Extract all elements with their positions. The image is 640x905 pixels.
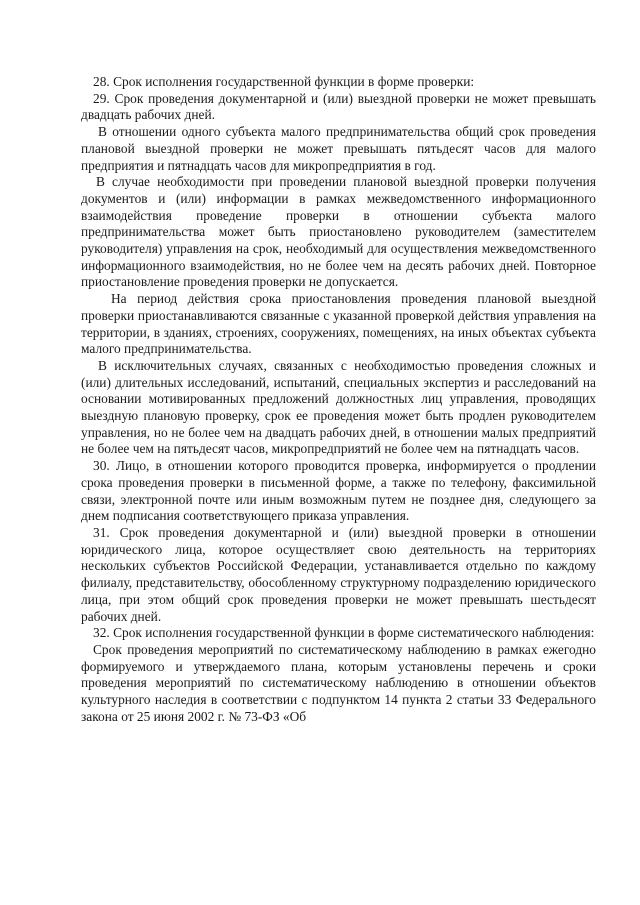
- paragraph-28: 28. Срок исполнения государственной функции в форме проверки:: [93, 74, 475, 89]
- paragraph-29-suspension: В случае необходимости при проведении плановой выездной проверки получения документов и (или) информации в рамках межведомственного информационного взаимодействия проведение проверки в отношении субъекта малого предпринимательства может быть приостановлено руководителем (заместителем руководителя) управления на срок, необходимый для осуществления межведомственного информационного взаимодействия, но не более чем на десять рабочих дней. Повторное приостановление проведения проверки не допускается.: [81, 174, 596, 290]
- paragraph-29-small-business-limit: В отношении одного субъекта малого предпринимательства общий срок проведения плановой выездной проверки не может превышать пятьдесят часов для малого предприятия и пятнадцать часов для микропредприятия в год.: [81, 124, 596, 173]
- paragraph-32: 32. Срок исполнения государственной функции в форме систематического наблюдения:: [93, 625, 595, 641]
- paragraph-29: 29. Срок проведения документарной и (или) выездной проверки не может превышать двадцать рабочих дней.: [81, 90, 596, 123]
- paragraph-30: 30. Лицо, в отношении которого проводится проверка, информируется о продлении срока проведения проверки в письменной форме, а также по телефону, факсимильной связи, электронной почте или иным возможным путем не позднее дня, следующего за днем подписания соответствующего приказа управления.: [81, 458, 596, 524]
- paragraph-29-suspension-period: На период действия срока приостановления проведения плановой выездной проверки приостанавливаются связанные с указанной проверкой действия управления на территории, в зданиях, строениях, сооружениях, помещениях, на иных объектах субъекта малого предпринимательства.: [81, 291, 596, 357]
- paragraph-31: 31. Срок проведения документарной и (или) выездной проверки в отношении юридического лица, которое осуществляет свою деятельность на территориях нескольких субъектов Российской Федерации, устанавливается отдельно по каждому филиалу, представительству, обособленному структурному подразделению юридического лица, при этом общий срок проведения проверки не может превышать шестьдесят рабочих дней.: [81, 524, 596, 624]
- paragraph-29-extension: В исключительных случаях, связанных с необходимостью проведения сложных и (или) длительных исследований, испытаний, специальных экспертиз и расследований на основании мотивированных предложений должностных лиц управления, проводящих выездную плановую проверку, срок ее проведения может быть продлен руководителем управления, но не более чем на двадцать рабочих дней, в отношении малых предприятий не более чем на пятьдесят часов, микропредприятий не более чем на пятнадцать часов.: [81, 357, 596, 457]
- paragraph-32-observation-term: Срок проведения мероприятий по систематическому наблюдению в рамках ежегодно формируемого и утверждаемого плана, которым установлены перечень и сроки проведения мероприятий по систематическому наблюдению в отношении объектов культурного наследия в соответствии с подпунктом 14 пункта 2 статьи 33 Федерального закона от 25 июня 2002 г. № 73-ФЗ «Об: [81, 641, 596, 724]
